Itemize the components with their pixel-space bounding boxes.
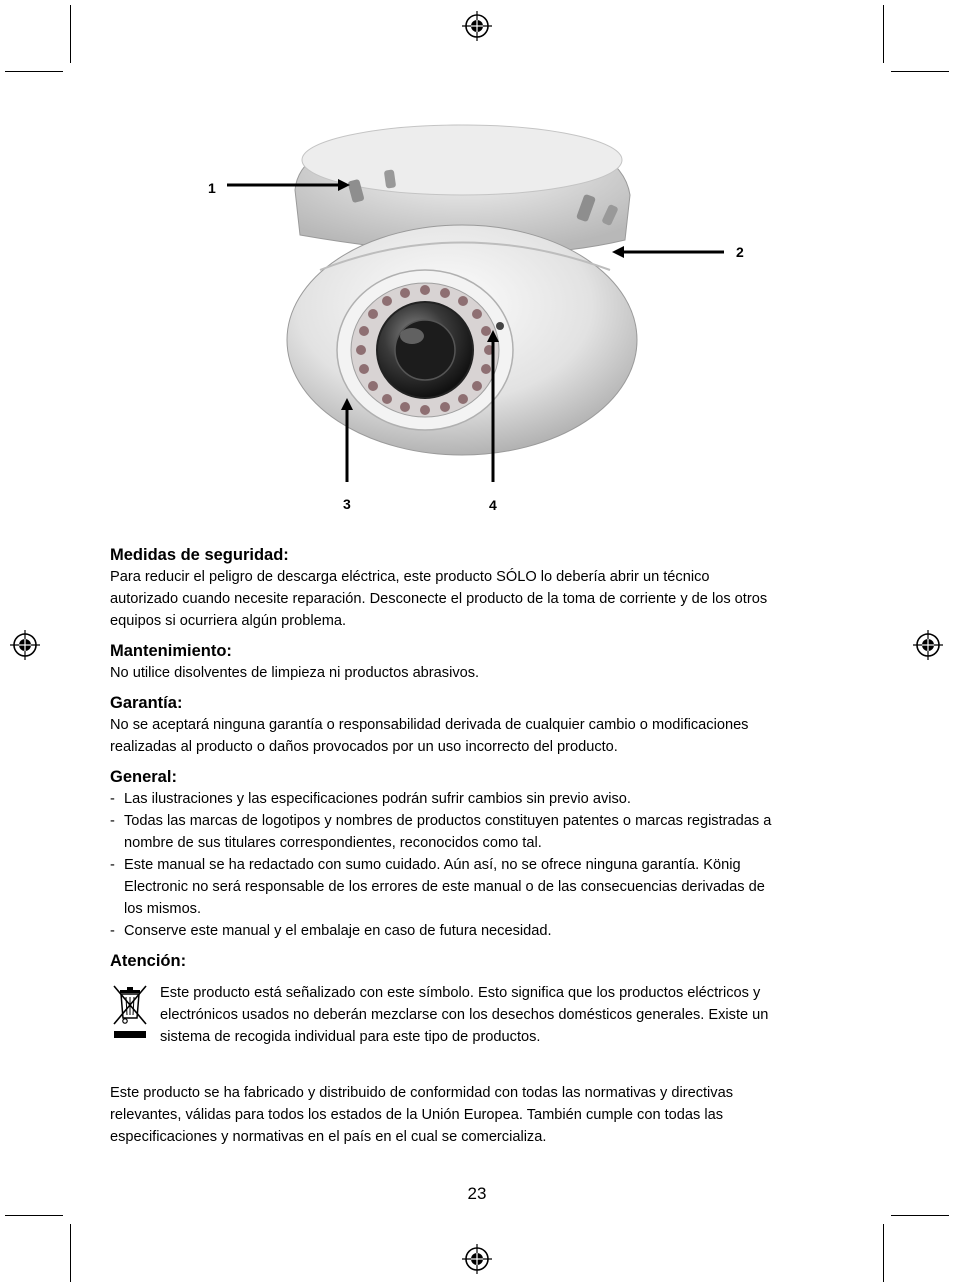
page-number: 23: [467, 1184, 487, 1203]
text-line: realizadas al producto o daños provocados por un uso incorrecto del producto.: [110, 739, 618, 755]
weee-text: [160, 982, 850, 1048]
camera-figure: [200, 120, 760, 520]
general-section: [110, 766, 850, 942]
text-line: Todas las marcas de logotipos y nombres de productos constituyen patentes o marcas registradas a: [124, 813, 772, 829]
text-line: Electronic no será responsable de los errores de este manual o de las consecuencias derivadas de: [124, 879, 765, 895]
crossed-out-wheelie-bin-icon: [110, 982, 150, 1042]
text-line: autorizado cuando necesite reparación. Desconecte el producto de la toma de corriente y de los otros: [110, 591, 768, 607]
callout-4-label: 4: [489, 497, 497, 513]
attention-heading: Atención:: [110, 952, 187, 970]
maintenance-heading: Mantenimiento:: [110, 642, 232, 660]
crop-mark: [70, 1224, 71, 1282]
registration-mark-icon: [10, 630, 40, 660]
safety-heading: Medidas de seguridad:: [110, 546, 289, 564]
safety-section: [110, 544, 850, 632]
weee-notice: [110, 982, 850, 1048]
callout-3-label: 3: [343, 496, 351, 512]
crop-mark: [5, 1215, 63, 1216]
list-dash: -: [110, 791, 115, 807]
list-item: [110, 788, 850, 810]
text-line: los mismos.: [124, 901, 202, 917]
list-dash: -: [110, 813, 115, 829]
crop-mark: [5, 71, 63, 72]
list-dash: -: [110, 857, 115, 873]
registration-mark-icon: [913, 630, 943, 660]
text-line: electrónicos usados no deberán mezclarse con los desechos domésticos generales. Existe un: [160, 1007, 769, 1023]
maintenance-section: [110, 640, 850, 684]
manual-content: [110, 544, 850, 1148]
text-line: Este manual se ha redactado con sumo cuidado. Aún así, no se ofrece ninguna garantía. König: [124, 857, 741, 873]
text-line: Para reducir el peligro de descarga eléctrica, este producto SÓLO lo debería abrir un técnico: [110, 569, 710, 585]
text-line: equipos si ocurriera algún problema.: [110, 613, 347, 629]
text-line: nombre de sus titulares correspondientes, reconocidos como tal.: [124, 835, 542, 851]
crop-mark: [891, 71, 949, 72]
list-item: [110, 810, 850, 854]
maintenance-text: [110, 662, 850, 684]
text-line: Este producto está señalizado con este símbolo. Esto significa que los productos eléctricos y: [160, 985, 761, 1001]
attention-section: [110, 950, 850, 1048]
general-heading: General:: [110, 768, 177, 786]
registration-mark-icon: [462, 1244, 492, 1274]
callout-2-label: 2: [736, 244, 744, 260]
safety-text: [110, 566, 850, 632]
text-line: especificaciones y normativas en el país en el cual se comercializa.: [110, 1129, 547, 1145]
dome-camera-illustration: [200, 120, 760, 520]
text-line: No se aceptará ninguna garantía o responsabilidad derivada de cualquier cambio o modificaciones: [110, 717, 749, 733]
callout-1-label: 1: [208, 180, 216, 196]
crop-mark: [891, 1215, 949, 1216]
compliance-text: [110, 1082, 850, 1148]
text-line: sistema de recogida individual para este tipo de productos.: [160, 1029, 541, 1045]
list-dash: -: [110, 923, 115, 939]
list-item: [110, 920, 850, 942]
warranty-section: [110, 692, 850, 758]
text-line: Conserve este manual y el embalaje en caso de futura necesidad.: [124, 923, 552, 939]
text-line: relevantes, válidas para todos los estados de la Unión Europea. También cumple con todas las: [110, 1107, 724, 1123]
general-list: [110, 788, 850, 942]
list-item: [110, 854, 850, 920]
warranty-text: [110, 714, 850, 758]
text-line: No utilice disolventes de limpieza ni productos abrasivos.: [110, 665, 480, 681]
registration-mark-icon: [462, 11, 492, 41]
text-line: Las ilustraciones y las especificaciones podrán sufrir cambios sin previo aviso.: [124, 791, 631, 807]
crop-mark: [70, 5, 71, 63]
crop-mark: [883, 5, 884, 63]
text-line: Este producto se ha fabricado y distribuido de conformidad con todas las normativas y directivas: [110, 1085, 733, 1101]
warranty-heading: Garantía:: [110, 694, 183, 712]
crop-mark: [883, 1224, 884, 1282]
